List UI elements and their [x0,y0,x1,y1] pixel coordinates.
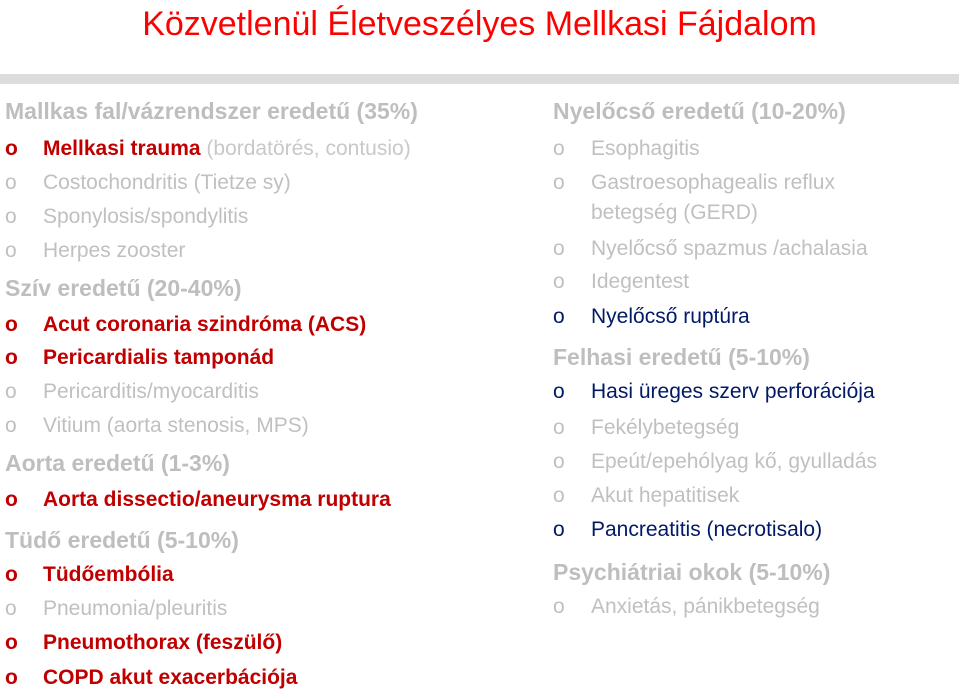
item-label: Esophagitis [591,137,700,160]
item-label: Pneumonia/pleuritis [43,597,228,620]
bullet: o [553,137,565,160]
bullet: o [5,313,18,336]
item-label: Nyelőcső spazmus /achalasia [591,237,868,260]
bullet: o [553,270,565,293]
bullet: o [5,380,17,403]
page-title: Közvetlenül Életveszélyes Mellkasi Fájdalom [142,5,817,43]
section-heading-pulmonary: Tüdő eredetű (5-10%) [5,527,239,553]
item-label: Anxietás, pánikbetegség [591,595,820,618]
item-label: Pneumothorax (feszülő) [43,631,283,654]
item-label: COPD akut exacerbációja [43,666,298,689]
item-label-continued: betegség (GERD) [591,201,758,224]
section-heading-chest-wall: Mallkas fal/vázrendszer eredetű (35%) [5,98,418,124]
item-label: Pericardialis tamponád [43,346,275,369]
bullet: o [5,239,17,262]
section-heading-abdominal: Felhasi eredetű (5-10%) [553,344,810,370]
item-label: Mellkasi trauma [43,137,201,160]
bullet: o [553,305,565,328]
item-label: Akut hepatitisek [591,484,740,507]
bullet: o [553,484,565,507]
section-heading-aortic: Aorta eredetű (1-3%) [5,450,230,476]
item-label: Pericarditis/myocarditis [43,380,259,403]
item-label: Hasi üreges szerv perforációja [591,380,875,403]
item-label: Epeút/epehólyag kő, gyulladás [591,450,878,473]
bullet: o [553,518,565,541]
item-label: Sponylosis/spondylitis [43,205,249,228]
section-heading-cardiac: Szív eredetű (20-40%) [5,275,242,301]
bullet: o [553,595,565,618]
bullet: o [553,450,565,473]
bullet: o [5,563,18,586]
item-note: (bordatörés, contusio) [200,137,411,160]
bullet: o [5,346,18,369]
title-divider [0,74,959,84]
bullet: o [5,666,18,689]
item-label: Pancreatitis (necrotisalo) [591,518,823,541]
bullet: o [5,597,17,620]
bullet: o [553,416,565,439]
item-label: Nyelőcső ruptúra [591,305,750,328]
item-label: Tüdőembólia [43,563,174,586]
bullet: o [5,205,17,228]
bullet: o [553,380,565,403]
bullet: o [553,171,565,194]
item-label: Idegentest [591,270,690,293]
item-label: Aorta dissectio/aneurysma ruptura [43,488,391,511]
bullet: o [5,414,17,437]
bullet: o [5,171,17,194]
item-label: Vitium (aorta stenosis, MPS) [43,414,309,437]
section-heading-esophageal: Nyelőcső eredetű (10-20%) [553,98,846,124]
bullet: o [5,488,18,511]
item-label: Gastroesophagealis reflux [591,171,835,194]
item-label: Costochondritis (Tietze sy) [43,171,291,194]
item-label: Herpes zooster [43,239,186,262]
item-label: Acut coronaria szindróma (ACS) [43,313,367,336]
bullet: o [5,137,18,160]
section-heading-psychiatric: Psychiátriai okok (5-10%) [553,559,831,585]
bullet: o [5,631,18,654]
item-label: Fekélybetegség [591,416,740,439]
bullet: o [553,237,565,260]
